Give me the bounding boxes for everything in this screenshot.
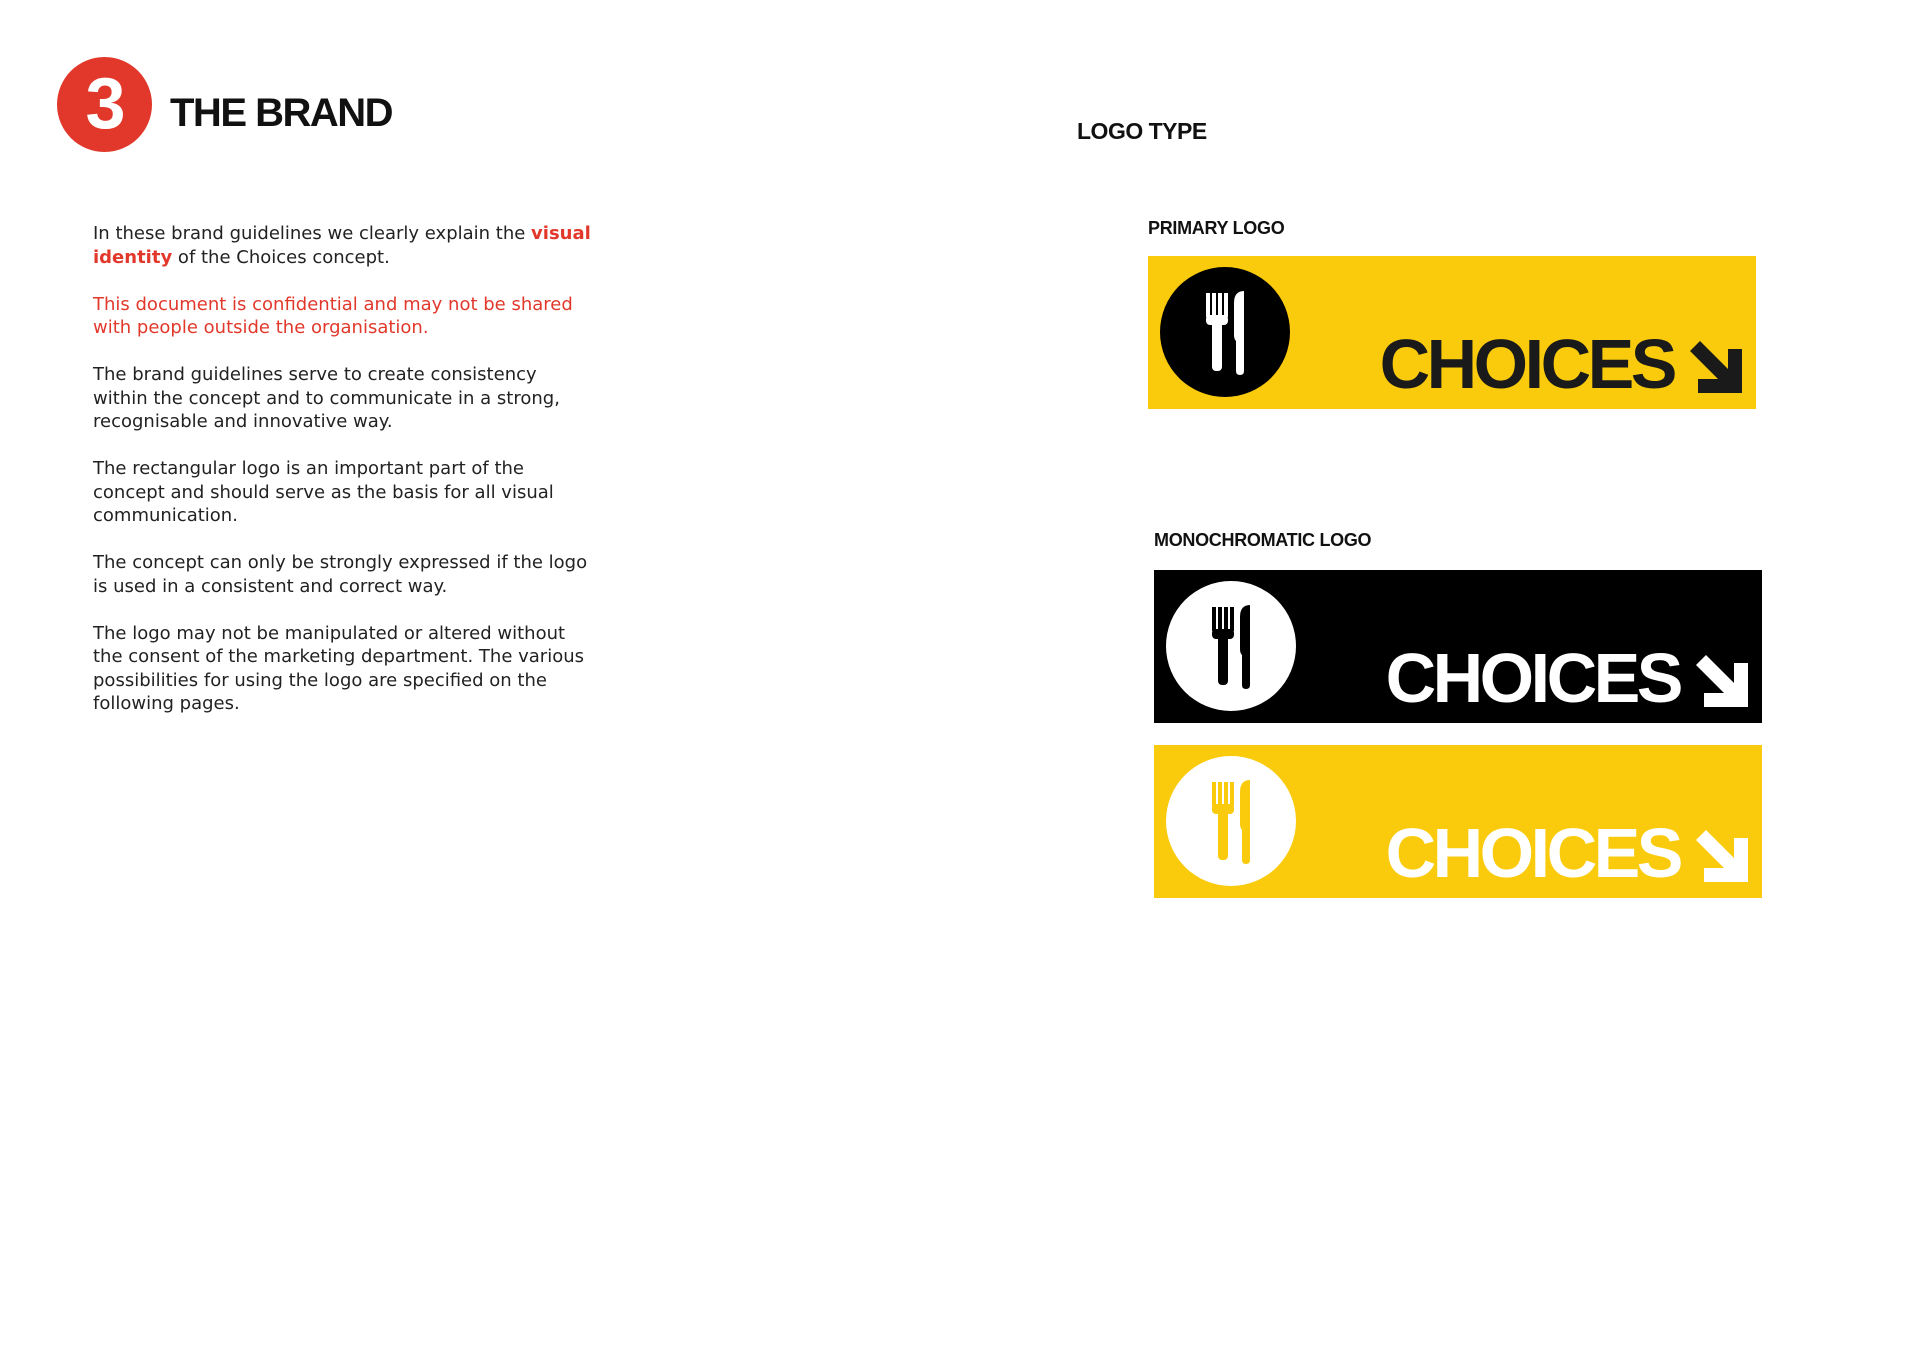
intro-text — [93, 222, 593, 739]
logo-circle — [1166, 581, 1296, 711]
page-title: THE BRAND — [170, 91, 393, 135]
alteration-paragraph: The logo may not be manipulated or altered without the consent of the marketing department. The various possibilities for using the logo are specified on the following pages. — [93, 622, 585, 714]
monochromatic-logo-yellow — [1154, 745, 1762, 898]
intro-paragraph: In these brand guidelines we clearly explain the visual identity of the Choices concept. — [93, 223, 591, 268]
fork-knife-icon — [1166, 756, 1296, 886]
primary-logo-label: PRIMARY LOGO — [1148, 218, 1285, 238]
visual-identity-highlight: visual identity — [93, 223, 591, 268]
logo-paragraph: The rectangular logo is an important part of the concept and should serve as the basis for all visual communication. — [93, 458, 554, 526]
confidential-notice: This document is confidential and may not be shared with people outside the organisation. — [93, 293, 573, 338]
fork-knife-icon — [1160, 267, 1290, 397]
monochromatic-logo-label: MONOCHROMATIC LOGO — [1154, 530, 1372, 550]
guidelines-paragraph: The brand guidelines serve to create consistency within the concept and to communicate in a strong, recognisable and innovative way. — [93, 364, 560, 432]
arrow-down-right-icon — [1688, 339, 1744, 395]
arrow-down-right-icon — [1694, 828, 1750, 884]
logo-type-heading: LOGO TYPE — [1077, 118, 1207, 144]
primary-logo — [1148, 256, 1756, 409]
logo-circle — [1160, 267, 1290, 397]
logo-wordmark: CHOICES — [1385, 814, 1680, 892]
monochromatic-logo-black — [1154, 570, 1762, 723]
logo-wordmark: CHOICES — [1379, 325, 1674, 403]
fork-knife-icon — [1166, 581, 1296, 711]
arrow-down-right-icon — [1694, 653, 1750, 709]
section-number-badge: 3 — [57, 57, 152, 152]
logo-wordmark: CHOICES — [1385, 639, 1680, 717]
consistency-paragraph: The concept can only be strongly expressed if the logo is used in a consistent and correct way. — [93, 552, 588, 597]
logo-circle — [1166, 756, 1296, 886]
